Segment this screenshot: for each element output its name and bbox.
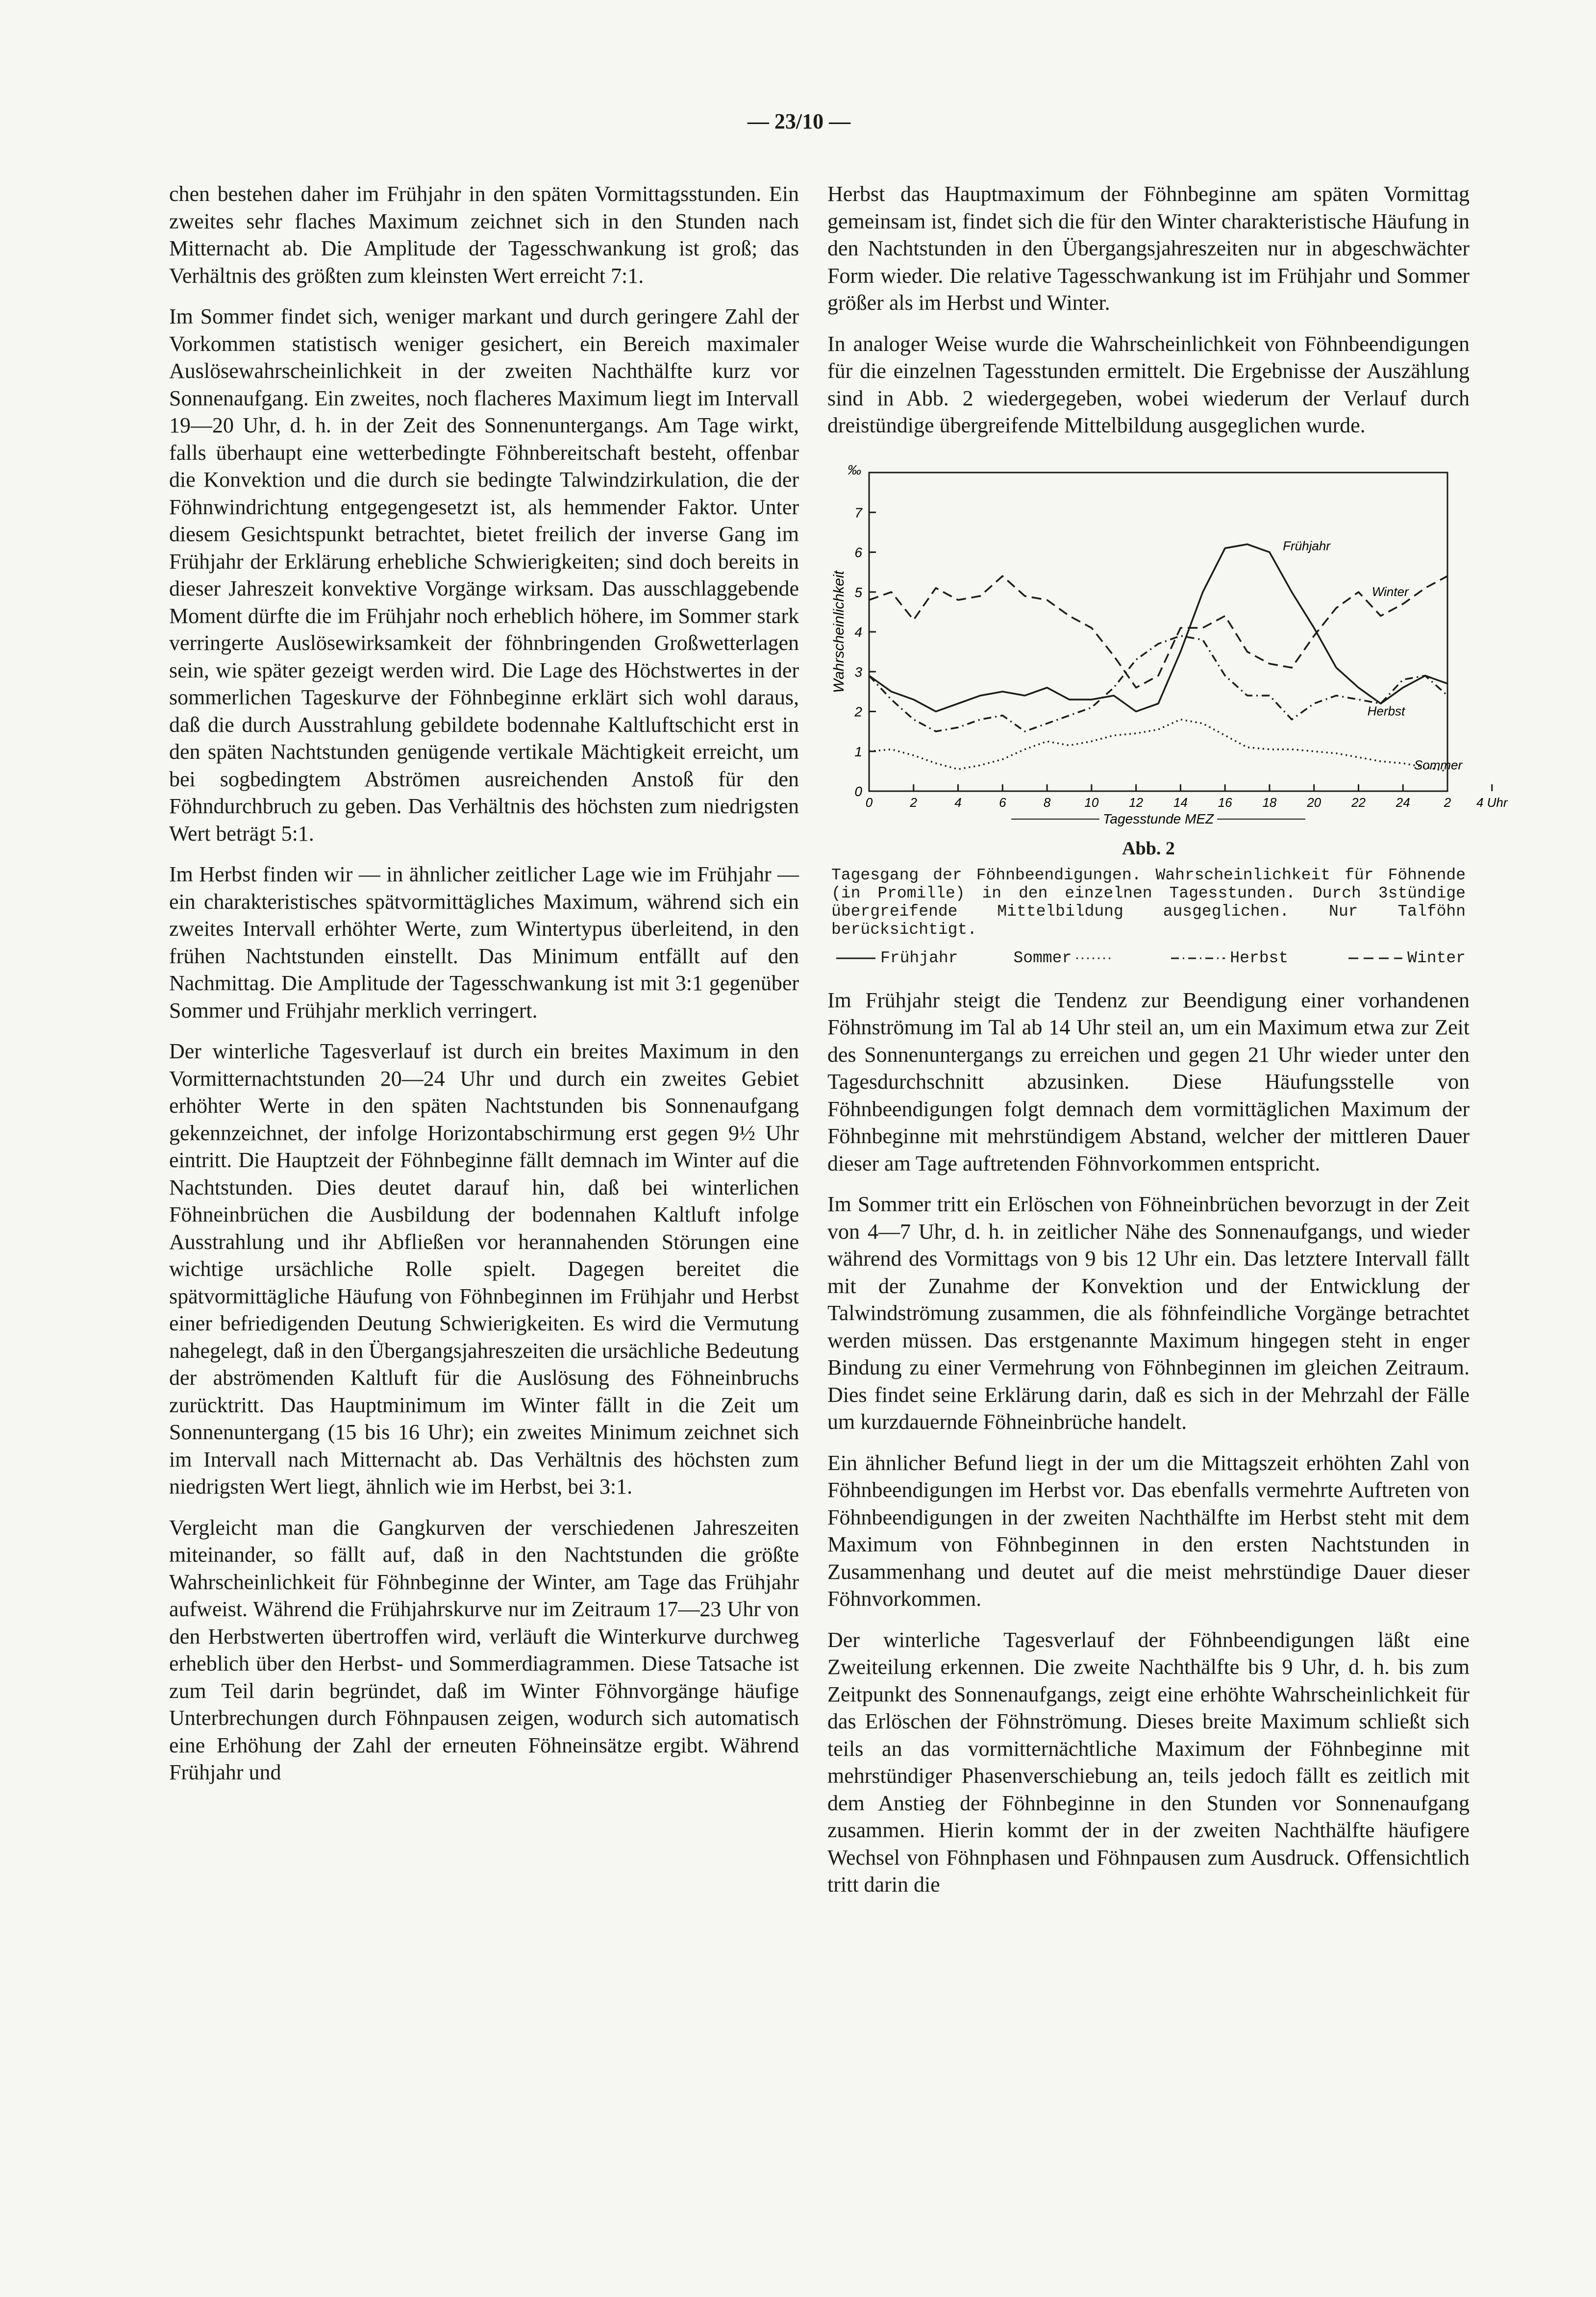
x-tick-label: 12 — [1129, 795, 1144, 810]
figure-caption: Tagesgang der Föhnbeendigungen. Wahrscheinlichkeit für Föhnende (in Promille) in den einzelnen Tagesstunden. Durch 3stündige übergreifende Mittelbildung ausgeglichen. Nur Talföhn berücksichtigt. — [831, 866, 1466, 939]
y-tick-label: 0 — [854, 783, 862, 799]
series-annotation: Herbst — [1367, 703, 1405, 719]
figure-abb-2 — [827, 453, 1508, 972]
x-tick-label: 16 — [1218, 795, 1232, 810]
legend-label: Frühjahr — [880, 949, 958, 967]
right-column — [827, 180, 1508, 1912]
series-line-winter — [869, 576, 1447, 688]
paragraph: Herbst das Hauptmaximum der Föhnbeginne am späten Vormittag gemeinsam ist, findet sich die für den Winter charakteristische Häufung in den Nachtstunden in den Übergangsjahreszeiten nur in abgeschwächter Form wieder. Die relative Tagesschwankung ist im Frühjahr und Sommer größer als im Herbst und Winter. — [827, 182, 1470, 315]
y-tick-label: 1 — [854, 744, 862, 759]
x-tick-label: 8 — [1043, 795, 1051, 810]
x-tick-label: 2 — [1444, 795, 1451, 810]
y-axis-label: Wahrscheinlichkeit — [831, 570, 847, 693]
y-tick-label: 7 — [854, 504, 862, 520]
legend-item — [1013, 945, 1111, 972]
figure-label: Abb. 2 — [1122, 838, 1175, 859]
y-tick-label: 2 — [854, 704, 862, 719]
legend-label: Winter — [1407, 949, 1466, 967]
plot-frame — [869, 473, 1447, 791]
y-tick-label: 6 — [854, 545, 862, 560]
series-annotation: Winter — [1372, 584, 1409, 599]
x-tick-label: 14 — [1173, 795, 1188, 810]
paragraph: Im Sommer tritt ein Erlöschen von Föhneinbrüchen bevorzugt in der Zeit von 4—7 Uhr, d. h. in zeitlicher Nähe des Sonnenaufgangs, und wieder während des Vormittags von 9 bis 12 Uhr ein. Das letztere Intervall fällt mit der Zunahme der Konvektion und der Entwicklung der Talwindströmung zusammen, die als föhnfeindliche Vorgänge betrachtet werden müssen. Das erstgenannte Maximum hingegen steht in enger Bindung zu einer Vermehrung von Föhnbeginnen im gleichen Zeitraum. Dies findet seine Erklärung darin, daß es sich in der Mehrzahl der Fälle um kurzdauernde Föhneinbrüche handelt. — [827, 1192, 1470, 1434]
x-tick-label: 4 Uhr — [1476, 795, 1508, 810]
x-tick-label: 2 — [910, 795, 918, 810]
line-chart — [827, 453, 1508, 826]
series-line-herbst — [869, 636, 1447, 731]
x-tick-label: 10 — [1084, 795, 1099, 810]
legend-item — [831, 945, 958, 972]
paragraph: Im Sommer findet sich, weniger markant und durch geringere Zahl der Vorkommen statistisch weniger gesichert, ein Bereich maximaler Auslösewahrscheinlichkeit in der zweiten Nachthälfte kurz vor Sonnenaufgang. Ein zweites, noch flacheres Maximum liegt im Intervall 19—20 Uhr, d. h. in der Zeit des Sonnenuntergangs. Am Tage wirkt, falls überhaupt eine wetterbedingte Föhnbereitschaft besteht, offenbar die Konvektion und die durch sie bedingte Talwindzirkulation, die der Föhnwindrichtung entgegengesetzt ist, als hemmender Faktor. Unter diesem Gesichtspunkt betrachtet, bietet freilich der inverse Gang im Frühjahr der Erklärung erhebliche Schwierigkeiten; sind doch bereits in dieser Jahreszeit konvektive Vorgänge wirksam. Das ausschlaggebende Moment dürfte die im Frühjahr noch erheblich höhere, im Sommer stark verringerte Auslösewirksamkeit der föhnbringenden Großwetterlagen sein, wie später gezeigt werden wird. Die Lage des Höchstwertes in der sommerlichen Tageskurve der Föhnbeginne erklärt sich wohl daraus, daß die durch Ausstrahlung gebildete bodennahe Kaltluftschicht erst in den späten Nachtstunden genügende vertikale Mächtigkeit erreicht, um bei sogbedingtem Abströmen ausreichenden Anstoß für den Föhndurchbruch zu geben. Das Verhältnis des höchsten zum niedrigsten Wert beträgt 5:1. — [169, 304, 799, 846]
left-column — [169, 180, 799, 1800]
series-annotation: Sommer — [1414, 757, 1463, 772]
x-tick-label: 6 — [999, 795, 1006, 810]
y-unit-label: ‰ — [848, 462, 861, 477]
legend-label: Herbst — [1230, 949, 1289, 967]
paragraph: Der winterliche Tagesverlauf ist durch ein breites Maximum in den Vormitternachtstunden 20—24 Uhr und durch ein zweites Gebiet erhöhter Werte in den späten Nachtstunden bis Sonnenaufgang gekennzeichnet, der infolge Horizontabschirmung erst gegen 9½ Uhr eintritt. Die Hauptzeit der Föhnbeginne fällt demnach im Winter auf die Nachtstunden. Dies deutet darauf hin, daß bei winterlichen Föhneinbrüchen die Ausbildung der bodennahen Kaltluft infolge Ausstrahlung und ihr Abfließen vor herannahenden Störungen eine wichtige ursächliche Rolle spielt. Dagegen bereitet die spätvormittägliche Häufung von Föhnbeginnen im Frühjahr und Herbst einer befriedigenden Deutung Schwierigkeiten. Es wird die Vermutung nahegelegt, daß in den Übergangsjahreszeiten die ursächliche Bedeutung der abströmenden Kaltluft für die Auslösung des Föhneinbruchs zurücktritt. Das Hauptminimum im Winter fällt in die Zeit um Sonnenuntergang (15 bis 16 Uhr); ein zweites Minimum zeichnet sich im Intervall nach Mitternacht ab. Das Verhältnis des höchsten zum niedrigsten Wert liegt, ähnlich wie im Herbst, bei 3:1. — [169, 1039, 799, 1498]
legend-item — [1344, 945, 1466, 972]
legend-item — [1166, 945, 1288, 972]
paragraph: Im Frühjahr steigt die Tendenz zur Beendigung einer vorhandenen Föhnströmung im Tal ab 14 Uhr steil an, um ein Maximum etwa zur Zeit des Sonnenuntergangs zu erreichen und gegen 21 Uhr wieder unter den Tagesdurchschnitt abzusinken. Diese Häufungsstelle von Föhnbeendigungen folgt demnach dem vormittäglichen Maximum der Föhnbeginne mit mehrstündigem Abstand, welcher der mittleren Dauer dieser am Tage auftretenden Föhnvorkommen entspricht. — [827, 988, 1470, 1175]
page-number: — 23/10 — — [747, 109, 851, 133]
x-axis-label: Tagesstunde MEZ — [1102, 811, 1214, 826]
paragraph: Im Herbst finden wir — in ähnlicher zeitlicher Lage wie im Frühjahr — ein charakteristisches spätvormittägliches Maximum, während sich ein zweites Intervall erhöhter Werte, zum Wintertypus überleitend, in den frühen Nachtstunden einstellt. Das Minimum entfällt auf den Nachmittag. Die Amplitude der Tagesschwankung ist mit 3:1 gegenüber Sommer und Frühjahr merklich verringert. — [169, 862, 799, 1023]
paragraph: In analoger Weise wurde die Wahrscheinlichkeit von Föhnbeendigungen für die einzelnen Tagesstunden ermittelt. Die Ergebnisse der Auszählung sind in Abb. 2 wiedergegeben, wobei wiederum der Verlauf durch dreistündige übergreifende Mittelbildung ausgeglichen wurde. — [827, 331, 1470, 437]
chart-svg — [827, 453, 1508, 826]
paragraph: Vergleicht man die Gangkurven der verschiedenen Jahreszeiten miteinander, so fällt auf, daß in den Nachtstunden die größte Wahrscheinlichkeit für Föhnbeginne der Winter, am Tage das Frühjahr aufweist. Während die Frühjahrskurve nur im Zeitraum 17—23 Uhr von den Herbstwerten übertroffen wird, verläuft die Winterkurve durchweg erheblich über den Herbst- und Sommerdiagrammen. Diese Tatsache ist zum Teil darin begründet, daß im Winter Föhnvorgänge häufige Unterbrechungen durch Föhnpausen zeigen, wodurch sich automatisch eine Erhöhung der Zahl der erneuten Föhneinsätze ergibt. Während Frühjahr und — [169, 1515, 799, 1784]
legend-line-solid — [836, 955, 875, 961]
x-tick-label: 0 — [865, 795, 873, 810]
paragraph: chen bestehen daher im Frühjahr in den späten Vormittagsstunden. Ein zweites sehr flaches Maximum zeichnet sich in den Stunden nach Mitternacht ab. Die Amplitude der Tagesschwankung ist groß; das Verhältnis des größten zum kleinsten Wert erreicht 7:1. — [169, 182, 799, 288]
series-line-frühjahr — [869, 544, 1447, 711]
legend-line-dashed — [1348, 955, 1402, 961]
x-tick-label: 24 — [1396, 795, 1410, 810]
x-tick-label: 4 — [954, 795, 962, 810]
x-tick-label: 22 — [1351, 795, 1366, 810]
series-annotation: Frühjahr — [1283, 538, 1330, 553]
figure-legend — [831, 945, 1466, 972]
y-tick-label: 4 — [854, 624, 862, 640]
x-tick-label: 18 — [1262, 795, 1277, 810]
legend-line-dotted — [1076, 955, 1111, 961]
legend-line-dashdot — [1171, 955, 1225, 961]
legend-label: Sommer — [1013, 949, 1072, 967]
y-tick-label: 5 — [854, 584, 862, 600]
x-tick-label: 20 — [1307, 795, 1322, 810]
paragraph: Ein ähnlicher Befund liegt in der um die Mittagszeit erhöhten Zahl von Föhnbeendigungen im Herbst vor. Das ebenfalls vermehrte Auftreten von Föhnbeendigungen in der zweiten Nachthälfte im Herbst steht mit dem Maximum von Föhnbeginnen in den ersten Nachtstunden in Zusammenhang und deutet auf die meist mehrstündige Dauer dieser Föhnvorkommen. — [827, 1450, 1470, 1611]
paragraph: Der winterliche Tagesverlauf der Föhnbeendigungen läßt eine Zweiteilung erkennen. Die zweite Nachthälfte bis 9 Uhr, d. h. bis zum Zeitpunkt des Sonnenaufgangs, zeigt eine erhöhte Wahrscheinlichkeit für das Erlöschen der Föhnströmung. Dieses breite Maximum schließt sich teils an das vormitternächtliche Maximum der Föhnbeginne mit mehrstündiger Phasenverschiebung an, teils jedoch fällt es zeitlich mit dem Anstieg der Föhnbeginne in den Stunden vor Sonnenaufgang zusammen. Hierin kommt der in der zweiten Nachthälfte häufigere Wechsel von Föhnphasen und Föhnpausen zum Ausdruck. Offensichtlich tritt darin die — [827, 1627, 1470, 1897]
y-tick-label: 3 — [854, 664, 862, 679]
